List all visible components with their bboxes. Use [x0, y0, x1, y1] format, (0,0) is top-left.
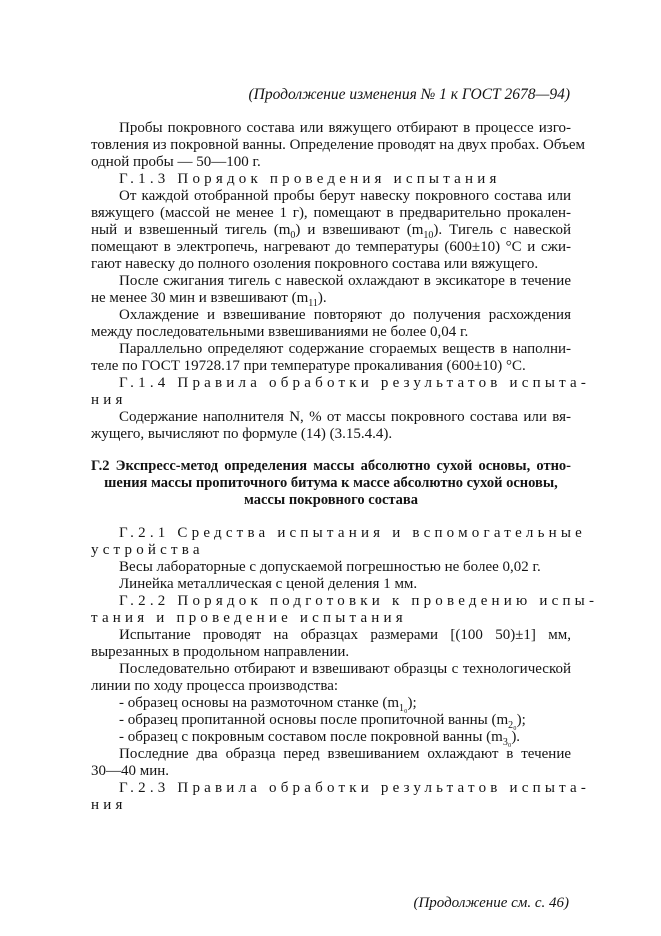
paragraph-line: линии по ходу процесса производства:	[91, 678, 339, 694]
paragraph-line: Пробы покровного состава или вяжущего отбирают в процессе изго-	[119, 120, 571, 136]
paragraph-line: помещают в электропечь, нагревают до температуры (600±10) °C и сжи-	[91, 239, 571, 255]
section-heading-g21: Г.2.1 Средства испытания и вспомогательные	[119, 525, 587, 541]
subscript: 1₀	[399, 703, 408, 714]
section-heading-g22: Г.2.2 Порядок подготовки к проведению испы-	[119, 593, 599, 609]
paragraph-line	[91, 290, 571, 309]
paragraph-line: Параллельно определяют содержание сгораемых веществ в наполни-	[119, 341, 571, 357]
text-run: );	[516, 712, 526, 728]
list-item	[119, 695, 571, 714]
paragraph-line: гают навеску до полного озоления покровного состава или вяжущего.	[91, 256, 539, 272]
paragraph-line: Последние два образца перед взвешиванием охлаждают в течение	[119, 746, 571, 762]
text-run: ).	[317, 290, 327, 306]
subscript: 2₀	[508, 720, 517, 731]
subscript: 0	[290, 230, 296, 241]
text-run: ный и взвешенный тигель (m	[91, 222, 291, 238]
text-run: - образец основы на размоточном станке (m	[119, 695, 400, 711]
text-run: - образец с покровным составом после покровной ванны (m	[119, 729, 503, 745]
section-heading-g14-cont: ния	[91, 392, 127, 408]
paragraph-line: жущего, вычисляют по формуле (14) (3.15.4.4).	[91, 426, 393, 442]
section-heading-g23-cont: ния	[91, 797, 127, 813]
section-heading-g21-cont: устройства	[91, 542, 204, 558]
paragraph-line: Весы лабораторные с допускаемой погрешностью не более 0,02 г.	[119, 559, 541, 575]
list-item	[119, 729, 571, 748]
text-run: - образец пропитанной основы после пропиточной ванны (m	[119, 712, 509, 728]
section-heading-g22-cont: тания и проведение испытания	[91, 610, 407, 626]
section-heading-g23: Г.2.3 Правила обработки результатов испыта-	[119, 780, 591, 796]
section-title-g2: Г.2 Экспресс-метод определения массы абсолютно сухой основы, отно-	[91, 458, 571, 474]
paragraph-line: между последовательными взвешиваниями не более 0,04 г.	[91, 324, 469, 340]
section-title-g2-line: шения массы пропиточного битума к массе абсолютно сухой основы,	[104, 475, 558, 491]
subscript: 3₀	[502, 737, 512, 748]
text-run: );	[407, 695, 417, 711]
subscript: 10	[423, 230, 434, 241]
paragraph-line: Испытание проводят на образцах размерами [(100 50)±1] мм,	[119, 627, 571, 643]
paragraph-line: Последовательно отбирают и взвешивают образцы с технологической	[119, 661, 571, 677]
paragraph-line: вяжущего (массой не менее 1 г), помещают в предварительно прокален-	[91, 205, 571, 221]
text-run: не менее 30 мин и взвешивают (m	[91, 290, 309, 306]
paragraph-line	[91, 222, 571, 241]
subscript: 11	[308, 298, 318, 309]
text-run: ). Тигель с навеской	[433, 222, 571, 238]
section-title-g2-line: массы покровного состава	[243, 492, 419, 508]
running-header: (Продолжение изменения № 1 к ГОСТ 2678—94)	[248, 86, 570, 103]
paragraph-line: вырезанных в продольном направлении.	[91, 644, 350, 660]
paragraph-line: От каждой отобранной пробы берут навеску покровного состава или	[119, 188, 571, 204]
text-run: ).	[511, 729, 521, 745]
paragraph-line: 30—40 мин.	[91, 763, 170, 779]
paragraph-line: Охлаждение и взвешивание повторяют до получения расхождения	[119, 307, 571, 323]
paragraph-line: После сжигания тигель с навеской охлаждают в эксикаторе в течение	[119, 273, 571, 289]
paragraph-line: одной пробы — 50—100 г.	[91, 154, 261, 170]
paragraph-line: Содержание наполнителя N, % от массы покровного состава или вя-	[119, 409, 571, 425]
paragraph-line: Линейка металлическая с ценой деления 1 мм.	[119, 576, 418, 592]
section-heading-g13: Г.1.3 Порядок проведения испытания	[119, 171, 501, 187]
list-item	[119, 712, 571, 731]
section-heading-g14: Г.1.4 Правила обработки результатов испыта-	[119, 375, 591, 391]
paragraph-line: теле по ГОСТ 19728.17 при температуре прокаливания (600±10) °C.	[91, 358, 526, 374]
text-run: ) и взвешивают (m	[295, 222, 424, 238]
continuation-note: (Продолжение см. с. 46)	[413, 895, 569, 911]
paragraph-line: товления из покровной ванны. Определение проводят на двух пробах. Объем	[91, 137, 585, 153]
